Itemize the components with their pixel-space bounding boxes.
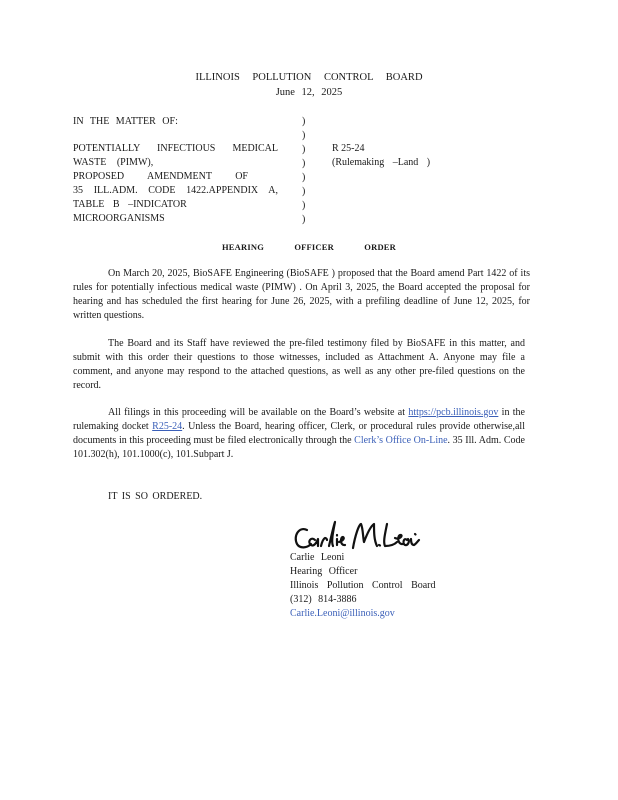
caption-line: MICROORGANISMS <box>73 213 165 224</box>
in-the-matter: IN THE MATTER OF: <box>73 116 178 127</box>
docket-number: R 25-24 <box>332 143 365 154</box>
caption-line: POTENTIALLY INFECTIOUS MEDICAL <box>73 143 278 154</box>
signature-image <box>291 518 421 554</box>
paragraph-3 <box>73 406 525 462</box>
caption-line: WASTE (PIMW), <box>73 157 154 168</box>
paragraph-1: On March 20, 2025, BioSAFE Engineering (BioSAFE ) proposed that the Board amend Part 1422 of its rules for potentially infectious medical waste (PIMW) . On April 3, 2025, the Board accepted the proposal for hearing and has scheduled the first hearing for June 26, 2025, with a prefiling deadline of June 12, 2025, for written questions. <box>73 268 530 321</box>
paragraph-2: The Board and its Staff have reviewed the pre-filed testimony filed by BioSAFE in this matter, and submit with this order their questions to those witnesses, included as Attachment A. Anyone may file a comment, and anyone may respond to the attached questions, as well as any other pre-filed questions on the record. <box>73 338 525 391</box>
docket-block <box>332 142 430 170</box>
signature-block <box>290 551 436 621</box>
paragraph-3-mid: in the rulemaking docket <box>73 407 525 432</box>
docket-link[interactable]: R25-24 <box>152 421 183 432</box>
docket-type: (Rulemaking –Land ) <box>332 157 431 168</box>
order-title: HEARING OFFICER ORDER <box>221 242 396 252</box>
clerks-office-link[interactable]: Clerk’s Office On-Line <box>354 435 448 446</box>
signer-name: Carlie Leoni <box>290 552 345 563</box>
paragraph-3-intro: All filings in this proceeding will be available on the Board’s website at <box>108 407 406 418</box>
website-link[interactable]: https://pcb.illinois.gov <box>408 407 499 418</box>
caption-line: PROPOSED AMENDMENT OF <box>73 171 248 182</box>
caption-parentheses: ) ) ) ) ) ) ) ) <box>302 116 306 225</box>
closing-statement: IT IS SO ORDERED. <box>108 491 203 502</box>
case-caption <box>73 142 278 226</box>
paragraph-3-citation: . 35 Ill. Adm. Code 101.302(h), 101.1000(c), 101.Subpart J. <box>73 435 525 460</box>
order-date: June 12, 2025 <box>275 87 343 98</box>
caption-line: TABLE B –INDICATOR <box>73 199 187 210</box>
signer-title: Hearing Officer <box>290 566 358 577</box>
signer-email-link[interactable]: Carlie.Leoni@illinois.gov <box>290 608 395 619</box>
signer-organization: Illinois Pollution Control Board <box>290 580 436 591</box>
paragraph-3-body: . Unless the Board, hearing officer, Clerk, or procedural rules provide otherwise,all documents in this proceeding must be filed electronically through the <box>73 421 525 446</box>
signer-phone: (312) 814-3886 <box>290 594 357 605</box>
agency-header: ILLINOIS POLLUTION CONTROL BOARD <box>195 72 423 83</box>
caption-line: 35 ILL.ADM. CODE 1422.APPENDIX A, <box>73 185 278 196</box>
